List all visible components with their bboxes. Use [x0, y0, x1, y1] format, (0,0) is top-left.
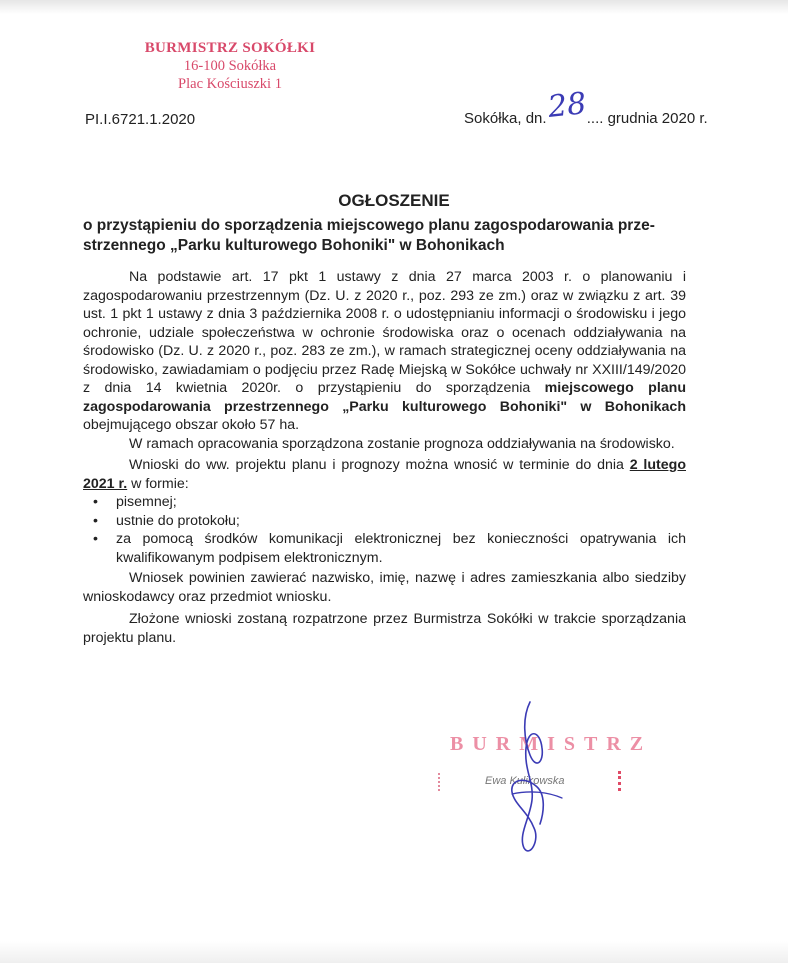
paragraph-legal-basis — [83, 268, 686, 435]
document-title: OGŁOSZENIE — [338, 191, 450, 210]
scan-edge-top — [0, 0, 788, 14]
handwritten-signature — [500, 700, 570, 860]
deadline-date: 2 lutego 2021 r. — [83, 457, 686, 492]
list-item-text: ustnie do protokołu; — [116, 512, 240, 529]
paragraph3-text-b: w formie: — [127, 475, 189, 492]
case-number: PI.I.6721.1.2020 — [85, 111, 196, 128]
paragraph1-plan-name: miejscowego planu zagospodarowania przestrzennego „Parku kulturowego Bohoniki" w Bohonikach — [83, 380, 686, 415]
document-body — [83, 268, 686, 647]
list-item — [83, 512, 686, 531]
paragraph1-text-b: obejmującego obszar około 57 ha. — [83, 417, 300, 433]
scan-edge-bottom — [0, 941, 788, 963]
stamp-mark-left — [438, 773, 444, 791]
date-line — [464, 86, 708, 131]
stamp-postal-code: 16-100 Sokółka — [183, 58, 277, 74]
signature-stamp-name: Ewa Kulikowska — [485, 775, 565, 787]
submission-forms-list — [83, 493, 686, 567]
list-item-text: za pomocą środków komunikacji elektronicznej bez konieczności opatrywania ich kwalifikowanym podpisem elektronicznym. — [116, 531, 686, 566]
document-subtitle: o przystąpieniu do sporządzenia miejscowego planu zagospodarowania prze-strzennego „Parku kulturowego Bohoniki" w Bohonikach — [83, 217, 655, 254]
paragraph-forecast: W ramach opracowania sporządzona zostanie prognoza oddziaływania na środowisko. — [129, 435, 675, 452]
signature-stamp-title: BURMISTRZ — [450, 733, 653, 755]
paragraph3-text-a: Wnioski do ww. projektu planu i prognozy można wnosić w terminie do dnia — [129, 457, 630, 473]
bullet-icon: • — [93, 531, 98, 547]
office-stamp — [130, 40, 330, 93]
date-prefix: Sokółka, dn. — [464, 110, 547, 127]
stamp-street: Plac Kościuszki 1 — [178, 76, 282, 92]
list-item — [83, 530, 686, 567]
bullet-icon: • — [93, 494, 98, 510]
paragraph1-text-a: Na podstawie art. 17 pkt 1 ustawy z dnia 27 marca 2003 r. o planowaniu i zagospodarowaniu przestrzennym (Dz. U. z 2020 r., poz. 293 ze zm.) oraz w związku z art. 39 ust. 1 pkt 1 ustawy z dnia 3 października 2008 r. o udostępnianiu informacji o środowisku i jego ochronie, udziale społeczeństwa w ochronie środowiska oraz o ocenach oddziaływania na środowisko (Dz. U. z 2020 r., poz. 283 ze zm.), w ramach strategicznej oceny oddziaływania na środowisko, zawiadamiam o podjęciu przez Radę Miejską w Sokółce uchwały nr XXIII/149/2020 z dnia 14 kwietnia 2020r. o przystąpieniu do sporządzenia — [83, 269, 686, 396]
paragraph-application-content: Wniosek powinien zawierać nazwisko, imię, nazwę i adres zamieszkania albo siedziby wnioskodawcy oraz przedmiot wniosku. — [83, 570, 686, 605]
date-dots: .... — [586, 110, 604, 127]
stamp-mark-right — [618, 771, 625, 791]
list-item — [83, 493, 686, 512]
handwritten-day: 28 — [545, 86, 588, 125]
paragraph-review: Złożone wnioski zostaną rozpatrzone przez Burmistrza Sokółki w trakcie sporządzania projektu planu. — [83, 611, 686, 646]
bullet-icon: • — [93, 512, 98, 529]
stamp-office-name: BURMISTRZ SOKÓŁKI — [144, 40, 316, 56]
paragraph-submission — [83, 456, 686, 493]
date-suffix: grudnia 2020 r. — [603, 110, 708, 127]
list-item-text: pisemnej; — [116, 494, 177, 510]
